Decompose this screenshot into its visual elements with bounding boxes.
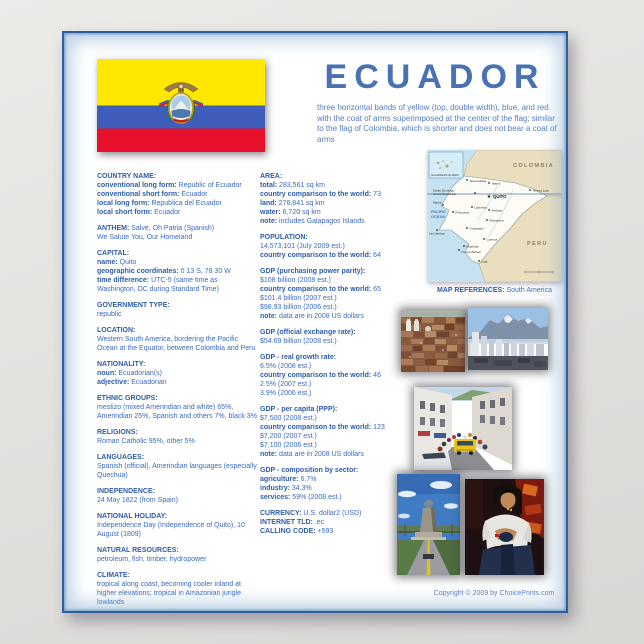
fact-line: ANTHEM: Salve, Oh Patria (Spanish) <box>97 225 215 232</box>
photo-quito-old-town <box>401 310 465 372</box>
fact-label: note: <box>260 451 278 458</box>
city-dot <box>478 260 480 262</box>
fact-section <box>260 466 418 502</box>
fact-line: 3.9% (2006 est.) <box>260 390 312 397</box>
section-heading: GDP (purchasing power parity): <box>260 268 366 275</box>
city-label: Manta <box>433 200 442 205</box>
city-dot <box>488 182 490 184</box>
section-heading: NATIONALITY: <box>97 361 146 368</box>
fact-label: INTERNET TLD: <box>260 519 313 526</box>
fact-line: mestizo (mixed Amerindian and white) 65%, Amerindian 25%, Spanish and others 7%, black 3% <box>97 404 257 420</box>
section-heading: NATIONAL HOLIDAY: <box>97 513 168 520</box>
fact-line: INTERNET TLD: .ec <box>260 519 325 526</box>
fact-label: CURRENCY: <box>260 510 302 517</box>
fact-line: time difference: UTC-5 (same time as Washington, DC during Standard Time) <box>97 277 219 293</box>
fact-line: CURRENCY: U.S. dollar2 (USD) <box>260 510 362 517</box>
fact-label: total: <box>260 182 278 189</box>
fact-line: Roman Catholic 95%, other 5% <box>97 438 195 445</box>
fact-line: country comparison to the world: 73 <box>260 191 381 198</box>
city-dot <box>442 204 444 206</box>
fact-label: country comparison to the world: <box>260 424 372 431</box>
fact-section <box>97 172 257 217</box>
city-dot <box>488 209 490 211</box>
fact-line: country comparison to the world: 65 <box>260 286 381 293</box>
fact-line: country comparison to the world: 64 <box>260 252 381 259</box>
map-block <box>427 150 562 294</box>
fact-label: water: <box>260 209 281 216</box>
city-label: de los Colorados <box>433 192 457 196</box>
fact-line: adjective: Ecuadorian <box>97 379 167 386</box>
city-dot <box>474 192 476 194</box>
fact-section <box>260 328 418 346</box>
fact-section <box>260 267 418 321</box>
map-caption-value: South America <box>504 287 552 294</box>
fact-label: local short form: <box>97 209 153 216</box>
fact-section <box>260 509 418 536</box>
fact-section <box>97 249 257 294</box>
fact-section <box>97 487 257 505</box>
fact-line: total: 283,561 sq km <box>260 182 325 189</box>
fact-line: land: 276,841 sq km <box>260 200 325 207</box>
city-dot <box>486 219 488 221</box>
photo-woman-knitting <box>465 479 544 575</box>
ecuador-flag <box>97 59 265 152</box>
fact-line: republic <box>97 311 122 318</box>
photo-equator-monument <box>397 474 460 575</box>
section-heading: LOCATION: <box>97 327 136 334</box>
fact-line: $98.93 billion (2006 est.) <box>260 304 337 311</box>
fact-label: time difference: <box>97 277 150 284</box>
fact-label: services: <box>260 494 291 501</box>
section-heading: GDP - per capita (PPP): <box>260 406 338 413</box>
city-dot <box>458 249 460 251</box>
section-heading: NATURAL RESOURCES: <box>97 547 179 554</box>
fact-section <box>97 546 257 564</box>
fact-section <box>97 301 257 319</box>
fact-line: Western South America, bordering the Pacific Ocean at the Equator, between Colombia and Peru <box>97 336 256 352</box>
flag-description: three horizontal bands of yellow (top, double width), blue, and red with the coat of arms superimposed at the center of the flag; similar to the flag of Colombia, which is shorter and does not bear a coat of arms <box>317 103 557 144</box>
fact-line: country comparison to the world: 46 <box>260 372 381 379</box>
fact-label: conventional long form: <box>97 182 177 189</box>
fact-section <box>260 353 418 398</box>
fact-label: note: <box>260 218 278 225</box>
fact-line: $101.4 billion (2007 est.) <box>260 295 337 302</box>
fact-line: industry: 34.3% <box>260 485 312 492</box>
fact-line: Spanish (official), Amerindian languages (especially Quechua) <box>97 463 257 479</box>
fact-label: country comparison to the world: <box>260 286 372 293</box>
fact-line: water: 6,720 sq km <box>260 209 321 216</box>
fact-label: country comparison to the world: <box>260 252 372 259</box>
city-label: Riobamba <box>489 218 504 223</box>
fact-line: $7,500 (2008 est.) <box>260 415 317 422</box>
fact-line: note: data are in 2008 US dollars <box>260 451 364 458</box>
fact-line: noun: Ecuadorian(s) <box>97 370 162 377</box>
city-label: Portoviejo <box>455 210 470 215</box>
fact-line: note: data are in 2008 US dollars <box>260 313 364 320</box>
city-label: Machala <box>466 244 479 249</box>
city-label: Guayaquil <box>469 226 484 231</box>
fact-section <box>97 512 257 539</box>
map-label-ocean: PACIFIC <box>431 210 446 214</box>
section-heading: GOVERNMENT TYPE: <box>97 302 170 309</box>
svg-text:OCEAN: OCEAN <box>431 215 445 219</box>
city-label: Puerto Bolivar <box>461 250 481 254</box>
fact-line: tropical along coast, becoming cooler inland at higher elevations; tropical in Amazonian jungle lowlands <box>97 581 241 606</box>
galapagos-inset <box>429 152 463 178</box>
fact-label: local long form: <box>97 200 150 207</box>
ecuador-poster <box>62 31 568 613</box>
capital-label: QUITO <box>493 194 507 199</box>
city-dot <box>483 238 485 240</box>
section-heading: COUNTRY NAME: <box>97 173 157 180</box>
city-dot <box>463 245 465 247</box>
city-label: Nueva Loja <box>533 188 549 193</box>
fact-line: 24 May 1822 (from Spain) <box>97 497 178 504</box>
section-heading: INDEPENDENCE: <box>97 488 155 495</box>
map-caption <box>427 287 562 294</box>
fact-line: name: Quito <box>97 259 137 266</box>
fact-line: We Salute You, Our Homeland <box>97 234 193 241</box>
fact-line: $7,200 (2007 est.) <box>260 433 317 440</box>
fact-label: country comparison to the world: <box>260 372 372 379</box>
fact-line: 14,573,101 (July 2009 est.) <box>260 243 345 250</box>
fact-line: local long form: Republica del Ecuador <box>97 200 222 207</box>
city-label: Cuenca <box>486 237 498 242</box>
city-dot <box>466 227 468 229</box>
map-label-peru: PERU <box>527 241 548 247</box>
city-dot <box>471 206 473 208</box>
fact-section <box>260 172 418 226</box>
section-heading: CLIMATE: <box>97 572 130 579</box>
fact-line: 6.5% (2008 est.) <box>260 363 312 370</box>
coat-of-arms-icon <box>159 80 203 130</box>
city-label: Ibarra <box>492 181 501 186</box>
section-heading: GDP (official exchange rate): <box>260 329 356 336</box>
section-heading: AREA: <box>260 173 283 180</box>
fact-section <box>97 224 257 242</box>
section-heading: GDP - composition by sector: <box>260 467 359 474</box>
fact-label: conventional short form: <box>97 191 180 198</box>
map-label-colombia: COLOMBIA <box>513 163 555 169</box>
section-heading: ETHNIC GROUPS: <box>97 395 158 402</box>
fact-line: conventional long form: Republic of Ecuador <box>97 182 242 189</box>
city-dot <box>466 179 468 181</box>
city-label: Loja <box>481 259 488 264</box>
fact-label: land: <box>260 200 277 207</box>
fact-line: note: includes Galapagos Islands <box>260 218 365 225</box>
fact-section <box>260 233 418 260</box>
map-caption-label: MAP REFERENCES: <box>436 287 505 294</box>
fact-section <box>97 394 257 421</box>
photo-quito-skyline <box>468 308 548 370</box>
section-heading: GDP - real growth rate: <box>260 354 337 361</box>
fact-label: industry: <box>260 485 290 492</box>
city-dot <box>452 211 454 213</box>
city-label: Santo Domingo <box>433 188 455 193</box>
photo-street-scene <box>414 387 512 470</box>
fact-line: agriculture: 6.7% <box>260 476 317 483</box>
facts-column-middle <box>260 172 418 543</box>
section-heading: CAPITAL: <box>97 250 130 257</box>
fact-section <box>97 453 257 480</box>
ecuador-map <box>427 150 562 282</box>
inset-label: GALAPAGOS ISLANDS <box>431 174 459 177</box>
capital-star-icon: ★ <box>486 194 492 200</box>
fact-line: $54.69 billion (2008 est.) <box>260 338 337 345</box>
fact-line: country comparison to the world: 123 <box>260 424 385 431</box>
city-label: Ambato <box>491 208 503 213</box>
poster-title: ECUADOR <box>324 58 546 96</box>
facts-column-left <box>97 172 257 614</box>
fact-line: 2.5% (2007 est.) <box>260 381 312 388</box>
fact-line: Independence Day (Independence of Quito), 10 August (1809) <box>97 522 245 538</box>
fact-line: petroleum, fish, timber, hydropower <box>97 556 207 563</box>
fact-label: adjective: <box>97 379 130 386</box>
city-label: Esmeraldas <box>470 179 487 183</box>
city-label: La Libertad <box>429 231 445 236</box>
copyright-line: Copyright © 2009 by ChoicePrints.com <box>433 590 555 597</box>
section-heading: POPULATION: <box>260 234 308 241</box>
fact-label: noun: <box>97 370 117 377</box>
fact-section <box>260 405 418 459</box>
city-dot <box>529 189 531 191</box>
city-label: Quevedo <box>474 205 488 210</box>
fact-line: geographic coordinates: 0 13 S, 78 30 W <box>97 268 231 275</box>
section-heading: LANGUAGES: <box>97 454 145 461</box>
fact-section <box>97 571 257 607</box>
fact-label: country comparison to the world: <box>260 191 372 198</box>
fact-label: agriculture: <box>260 476 299 483</box>
fact-label: geographic coordinates: <box>97 268 179 275</box>
section-heading: RELIGIONS: <box>97 429 138 436</box>
fact-label: CALLING CODE: <box>260 528 316 535</box>
fact-section <box>97 360 257 387</box>
fact-section <box>97 326 257 353</box>
fact-line: services: 59% (2008 est.) <box>260 494 342 501</box>
fact-line: conventional short form: Ecuador <box>97 191 208 198</box>
fact-label: name: <box>97 259 118 266</box>
fact-section <box>97 428 257 446</box>
fact-line: local short form: Ecuador <box>97 209 181 216</box>
fact-line: $108 billion (2008 est.) <box>260 277 331 284</box>
fact-line: CALLING CODE: +593 <box>260 528 334 535</box>
fact-line: $7,100 (2006 est.) <box>260 442 317 449</box>
fact-label: ANTHEM: <box>97 225 130 232</box>
fact-label: note: <box>260 313 278 320</box>
